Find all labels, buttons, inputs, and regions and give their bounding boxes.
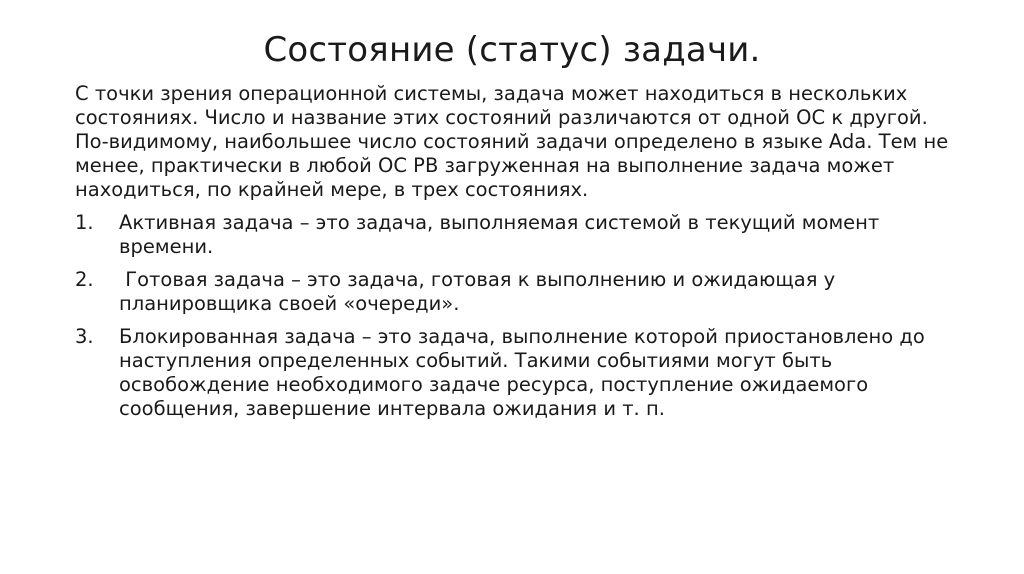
list-number: 2.: [75, 268, 94, 291]
list-item-text: Блокированная задача – это задача, выполнение которой приостановлено до наступления определенных событий. Такими событиями могут быть освобождение необходимого задаче ресурса, поступление ожидаемого сообщения, завершение интервала ожидания и т. п.: [119, 325, 925, 420]
list-item-active-task: [75, 211, 955, 259]
slide-title: Состояние (статус) задачи.: [263, 30, 761, 70]
list-number: 1.: [75, 211, 94, 234]
list-item-blocked-task: [75, 325, 955, 421]
list-item-text: Активная задача – это задача, выполняемая системой в текущий момент времени.: [119, 211, 880, 258]
states-list: [75, 211, 955, 421]
list-item-ready-task: [75, 268, 955, 316]
slide-body: [75, 82, 955, 430]
list-number: 3.: [75, 325, 94, 348]
list-item-text: Готовая задача – это задача, готовая к выполнению и ожидающая у планировщика своей «очереди».: [119, 268, 842, 315]
intro-paragraph: С точки зрения операционной системы, задача может находиться в нескольких состояниях. Число и название этих состояний различаются от одной ОС к другой. По-видимому, наибольшее число состояний задачи определено в языке Ada. Тем не менее, практически в любой ОС РВ загруженная на выполнение задача может находиться, по крайней мере, в трех состояниях.: [75, 82, 949, 201]
